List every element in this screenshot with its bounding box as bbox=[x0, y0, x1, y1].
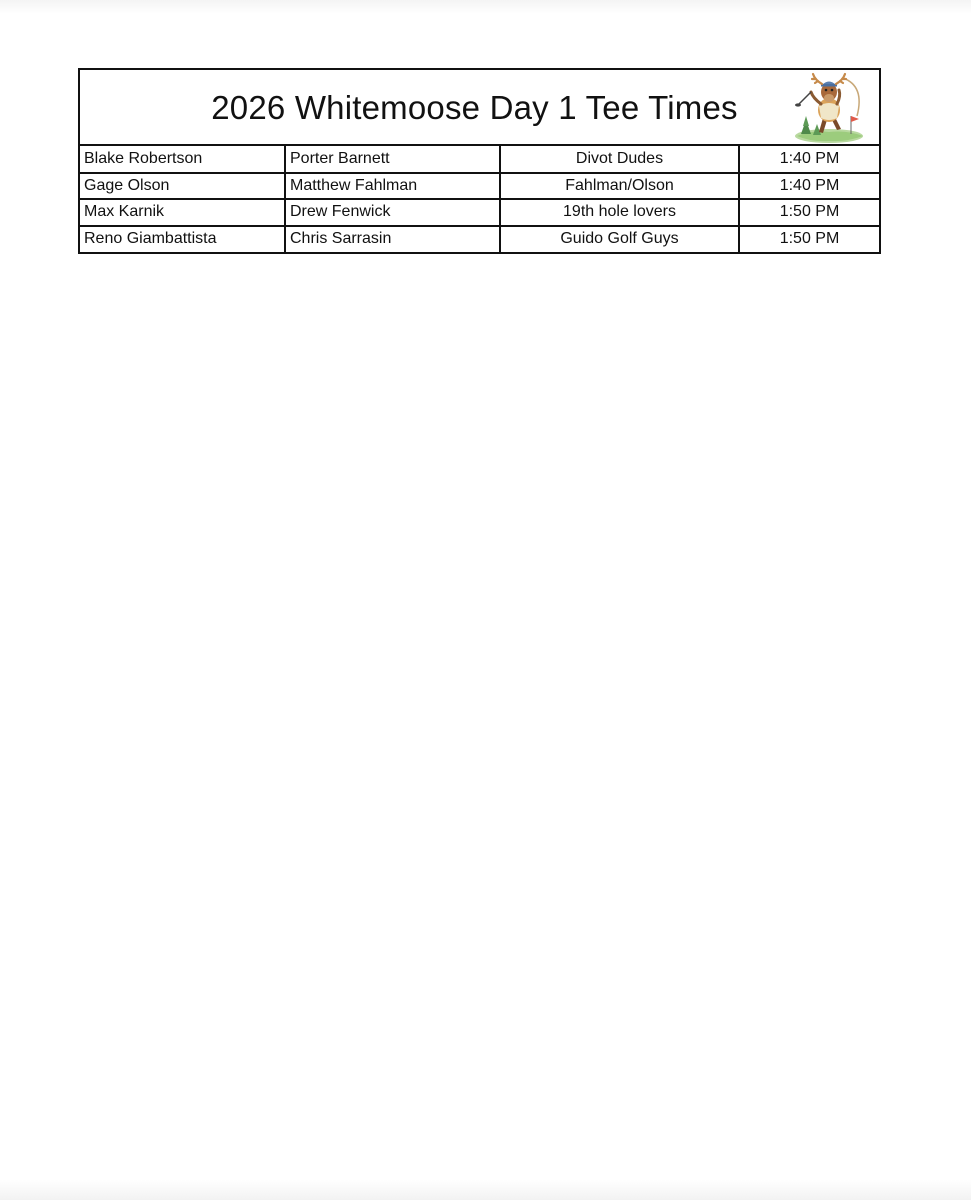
tee-time-cell: 1:50 PM bbox=[779, 230, 840, 248]
player-two-cell: Chris Sarrasin bbox=[285, 226, 500, 253]
table-row bbox=[80, 173, 879, 200]
player-two-cell: Porter Barnett bbox=[285, 146, 500, 173]
team-name-cell: Guido Golf Guys bbox=[500, 226, 739, 253]
team-name-cell: Divot Dudes bbox=[500, 146, 739, 173]
golfing-moose-icon bbox=[791, 72, 867, 144]
tee-time-cell: 1:50 PM bbox=[739, 199, 879, 226]
player-two-cell: Matthew Fahlman bbox=[285, 173, 500, 200]
player-two-cell: Drew Fenwick bbox=[285, 199, 500, 226]
tee-times-sheet bbox=[78, 68, 881, 254]
team-name-cell: 19th hole lovers bbox=[500, 199, 739, 226]
table-row bbox=[80, 226, 879, 253]
player-one-cell: Max Karnik bbox=[80, 199, 285, 226]
player-one-cell: Blake Robertson bbox=[80, 146, 285, 173]
team-name-cell: Fahlman/Olson bbox=[500, 173, 739, 200]
tee-time-cell: 1:40 PM bbox=[739, 146, 879, 173]
tee-times-table bbox=[80, 146, 879, 252]
tee-time-cell: 1:40 PM bbox=[739, 173, 879, 200]
table-row bbox=[80, 199, 879, 226]
title-row bbox=[80, 70, 879, 146]
player-one-cell: Reno Giambattista bbox=[80, 226, 285, 253]
table-row bbox=[80, 146, 879, 173]
document-title: 2026 Whitemoose Day 1 Tee Times bbox=[211, 89, 738, 126]
player-one-cell: Gage Olson bbox=[80, 173, 285, 200]
